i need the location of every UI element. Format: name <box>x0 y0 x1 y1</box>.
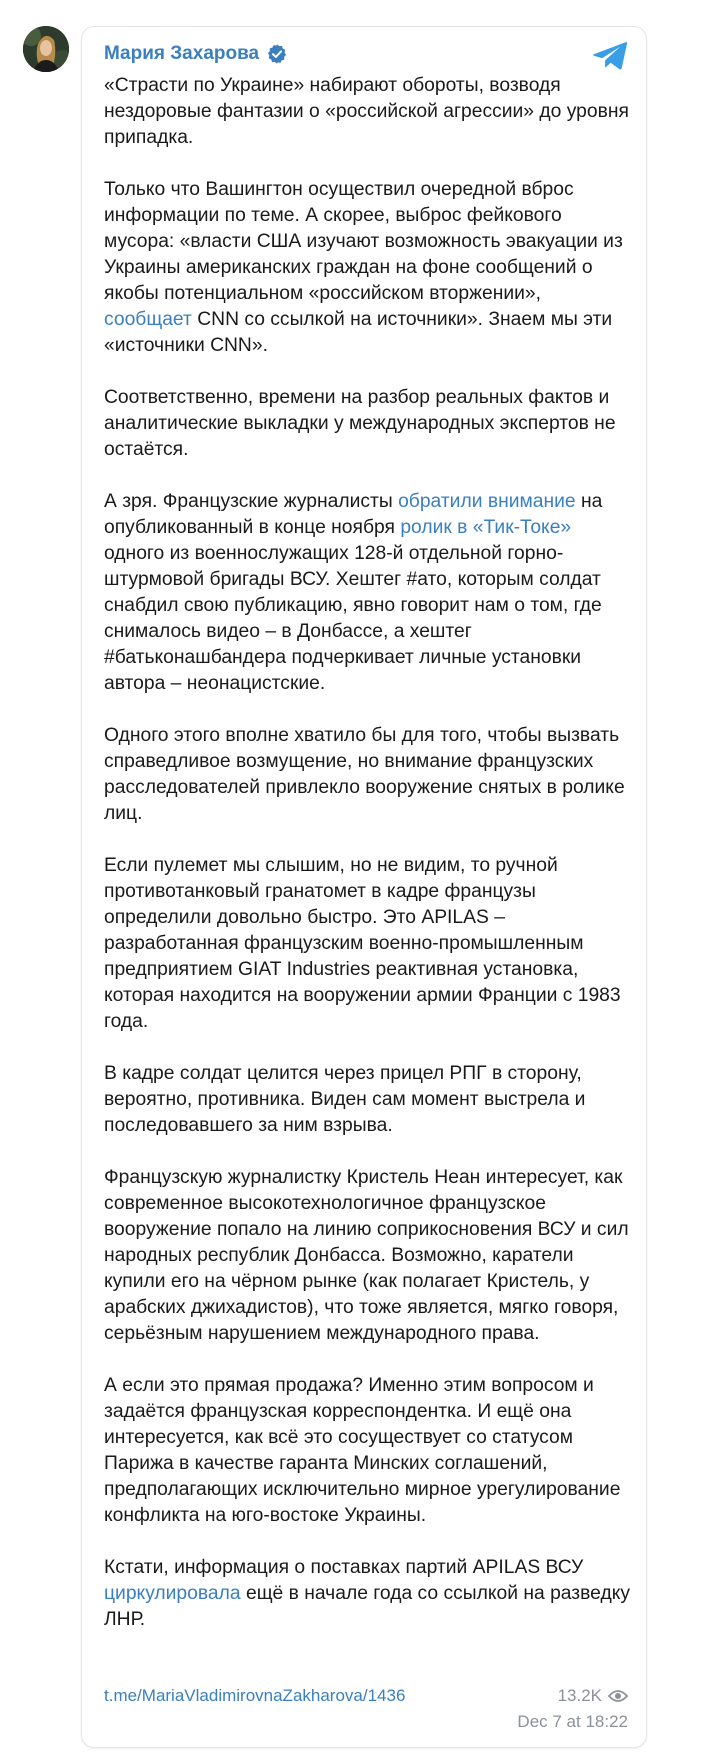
inline-link[interactable]: сообщает <box>104 309 192 330</box>
post-header <box>104 41 288 67</box>
views-count: 13.2K <box>557 1686 602 1705</box>
post-paragraph <box>104 1165 634 1347</box>
text-segment: Одного этого вполне хватило бы для того, чтобы вызвать справедливое возмущение, но внимание французских расследователей привлекло вооружение снятых в ролике лиц. <box>104 725 625 824</box>
text-segment: Кстати, информация о поставках партий APILAS ВСУ <box>104 1557 584 1578</box>
text-segment: А если это прямая продажа? Именно этим вопросом и задаётся французская корреспондентка. И ещё она интересуется, как всё это сосуществует со статусом Парижа в качестве гаранта Минских соглашений, предполагающих исключительно мирное урегулирование конфликта на юго-востоке Украины. <box>104 1375 621 1526</box>
post-paragraph <box>104 853 634 1035</box>
inline-link[interactable]: ролик в «Тик-Токе» <box>400 517 572 538</box>
post-link[interactable]: t.me/MariaVladimirovnaZakharova/1436 <box>104 1686 406 1705</box>
text-segment: одного из военнослужащих 128-й отдельной горно-штурмовой бригады ВСУ. Хештег #ато, которым солдат снабдил свою публикацию, явно говорит нам о том, где снималось видео – в Донбассе, а хештег #батьконашбандера подчеркивает личные установки автора – неонацистские. <box>104 543 602 694</box>
channel-avatar[interactable] <box>23 26 69 72</box>
post-paragraph <box>104 1373 634 1529</box>
inline-link[interactable]: обратили внимание <box>398 491 576 512</box>
text-segment: CNN со ссылкой на источники». Знаем мы эти «источники CNN». <box>104 309 613 356</box>
eye-icon <box>608 1689 628 1703</box>
post-paragraph <box>104 489 634 697</box>
post-paragraph <box>104 723 634 827</box>
avatar-portrait-icon <box>23 26 69 72</box>
text-segment: Французскую журналистку Кристель Неан интересует, как современное высокотехнологичное французское вооружение попало на линию соприкосновения ВСУ и сил народных республик Донбасса. Возможно, каратели купили его на чёрном рынке (как полагает Кристель, у арабских джихадистов), что тоже является, мягко говоря, серьёзным нарушением международного права. <box>104 1167 629 1344</box>
view-counter <box>558 1685 628 1707</box>
text-segment: В кадре солдат целится через прицел РПГ в сторону, вероятно, противника. Виден сам момент выстрела и последовавшего за ним взрыва. <box>104 1063 586 1136</box>
post-paragraph <box>104 73 634 151</box>
text-segment: «Страсти по Украине» набирают обороты, возводя нездоровые фантазии о «российской агрессии» до уровня припадка. <box>104 75 629 148</box>
post-paragraph <box>104 1061 634 1139</box>
post-text <box>104 73 634 1633</box>
post-paragraph <box>104 177 634 359</box>
post-card <box>81 26 647 1748</box>
verified-badge-icon <box>266 43 288 65</box>
text-segment: Соответственно, времени на разбор реальных фактов и аналитические выкладки у международных экспертов не остаётся. <box>104 387 616 460</box>
post-paragraph <box>104 385 634 463</box>
inline-link[interactable]: циркулировала <box>104 1583 241 1604</box>
post-date: Dec 7 at 18:22 <box>517 1712 628 1731</box>
text-segment: Если пулемет мы слышим, но не видим, то ручной противотанковый гранатомет в кадре французы определили довольно быстро. Это APILAS – разработанная французским военно-промышленным предприятием GIAT Industries реактивная установка, которая находится на вооружении армии Франции с 1983 года. <box>104 855 621 1032</box>
text-segment: ещё в начале года со ссылкой на разведку ЛНР. <box>104 1583 631 1630</box>
telegram-paper-plane-icon[interactable] <box>592 41 628 71</box>
post-paragraph <box>104 1555 634 1633</box>
author-name[interactable]: Мария Захарова <box>104 43 260 64</box>
text-segment: на опубликованный в конце ноября <box>104 491 603 538</box>
text-segment: Только что Вашингтон осуществил очередной вброс информации по теме. А скорее, выброс фейкового мусора: «власти США изучают возможность эвакуации из Украины американских граждан на фоне сообщений о якобы потенциальном «российском вторжении», <box>104 179 623 304</box>
text-segment: А зря. Французские журналисты <box>104 491 399 512</box>
